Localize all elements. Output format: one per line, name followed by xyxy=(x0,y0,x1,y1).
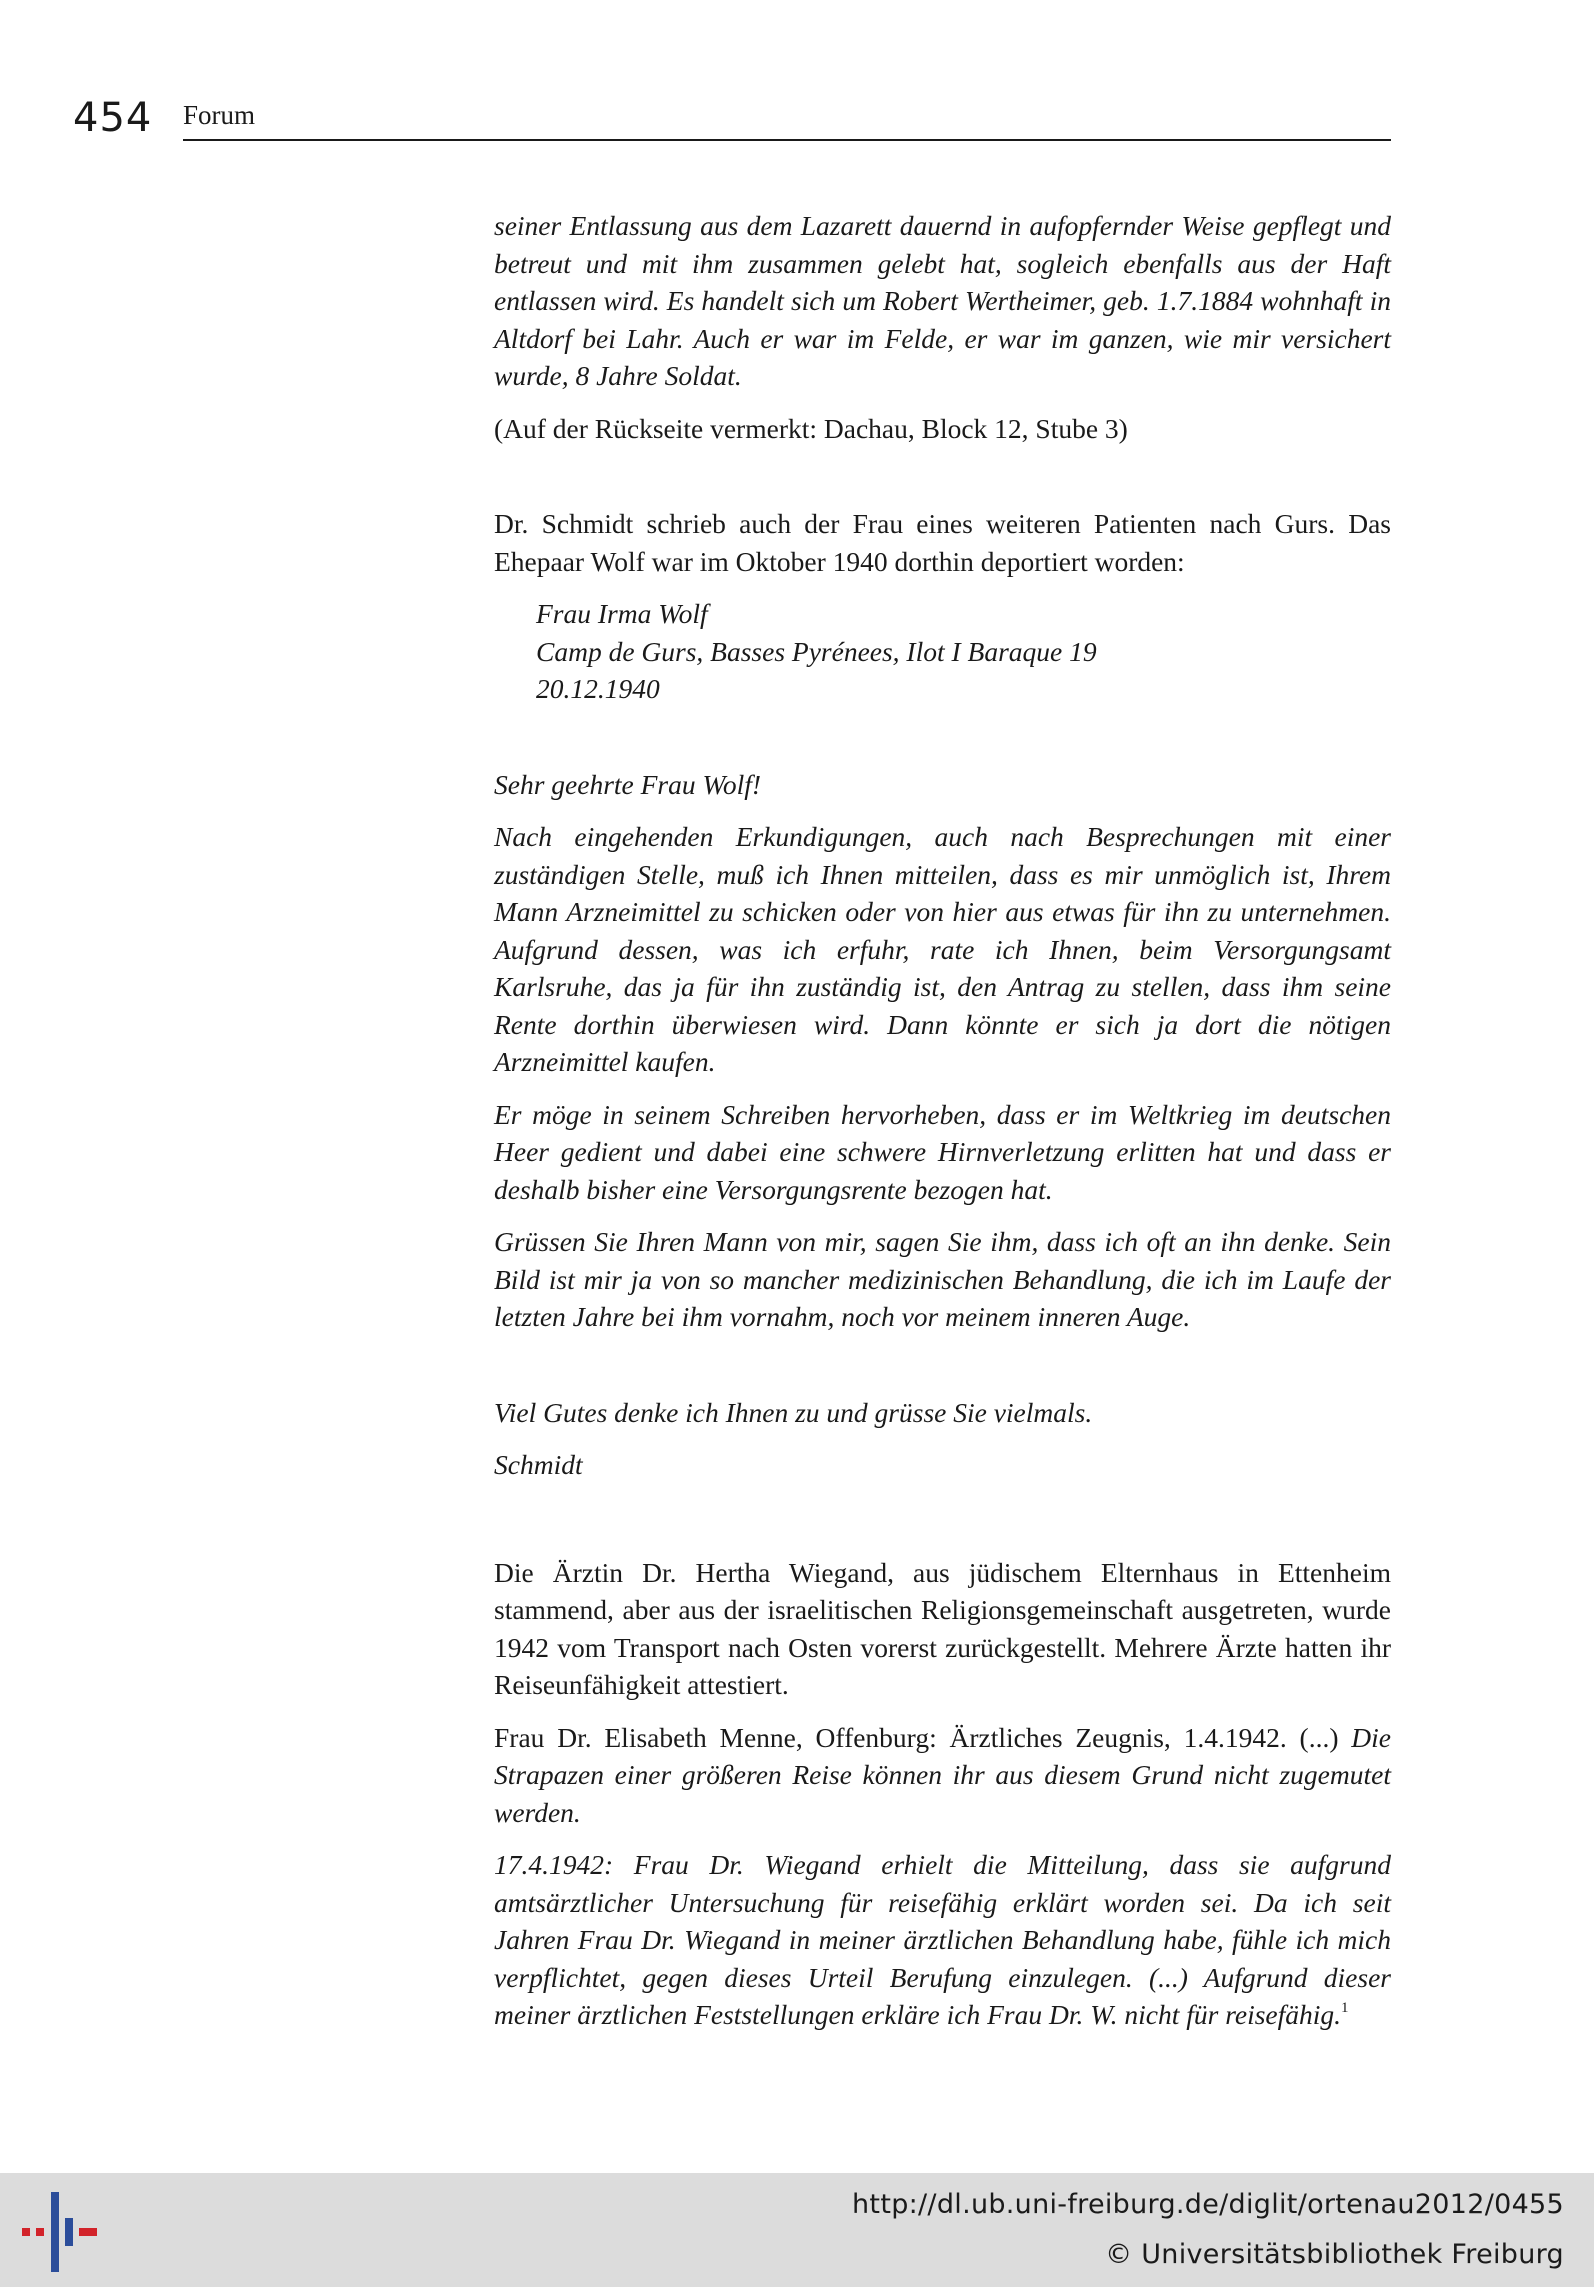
quote-1 xyxy=(494,1719,1391,1832)
quote-1-lead: Frau Dr. Elisabeth Menne, Offenburg: Ärztliches Zeugnis, 1.4.1942. (...) xyxy=(494,1721,1339,1753)
running-head: Forum xyxy=(183,100,256,130)
footer-url[interactable]: http://dl.ub.uni-freiburg.de/diglit/ortenau2012/0455 xyxy=(852,2189,1564,2220)
text-column xyxy=(494,207,1391,2034)
letter2-date: 20.12.1940 xyxy=(536,673,660,704)
letter2-address-block xyxy=(536,595,1391,708)
letter2-body-2: Er möge in seinem Schreiben hervorheben, dass er im Weltkrieg im deutschen Heer gedient und dabei eine schwere Hirnverletzung erlitten hat und dass er deshalb bisher eine Versorgungsrente bezogen hat. xyxy=(494,1098,1391,1205)
letter1-note: (Auf der Rückseite vermerkt: Dachau, Block 12, Stube 3) xyxy=(494,412,1128,444)
page-number: 454 xyxy=(73,95,153,141)
footnote-ref[interactable]: 1 xyxy=(1341,2000,1349,2016)
addressee-name: Frau Irma Wolf xyxy=(536,598,708,629)
letter2-closing: Viel Gutes denke ich Ihnen zu und grüsse Sie vielmals. xyxy=(494,1396,1093,1428)
quote-1-text: Die Strapazen einer größeren Reise können ihr aus diesem Grund nicht zugemutet werden. xyxy=(494,1721,1392,1828)
header-rule xyxy=(183,139,1391,141)
paragraph-2: Die Ärztin Dr. Hertha Wiegand, aus jüdischem Elternhaus in Ettenheim stammend, aber aus der israelitischen Religionsgemeinschaft ausgetreten, wurde 1942 vom Transport nach Osten vorerst zurückgestellt. Mehrere Ärzte hatten ihr Reiseunfähigkeit attestiert. xyxy=(494,1556,1391,1700)
letter2-signature: Schmidt xyxy=(494,1449,583,1480)
letter2-body-1: Nach eingehenden Erkundigungen, auch nach Besprechungen mit einer zuständigen Stelle, muß ich Ihnen mitteilen, dass es mir unmöglich ist, Ihrem Mann Arzneimittel zu schicken oder von hier aus etwas für ihn zu unternehmen. Aufgrund dessen, was ich erfuhr, rate ich Ihnen, beim Versorgungsamt Karlsruhe, das ja für ihn zuständig ist, den Antrag zu stellen, dass ihm seine Rente dorthin überwiesen wird. Dann könnte er sich ja dort die nötigen Arzneimittel kaufen. xyxy=(494,821,1391,1077)
paragraph-1: Dr. Schmidt schrieb auch der Frau eines weiteren Patienten nach Gurs. Das Ehepaar Wolf war im Oktober 1940 dorthin deportiert worden: xyxy=(494,508,1391,577)
footer-copyright: © Universitätsbibliothek Freiburg xyxy=(1105,2239,1564,2270)
ub-freiburg-logo-icon[interactable] xyxy=(20,2188,100,2274)
footer-band xyxy=(0,2173,1594,2287)
addressee-address: Camp de Gurs, Basses Pyrénees, Ilot I Baraque 19 xyxy=(536,635,1097,667)
letter2-body-3: Grüssen Sie Ihren Mann von mir, sagen Sie ihm, dass ich oft an ihn denke. Sein Bild ist mir ja von so mancher medizinischen Behandlung, die ich im Laufe der letzten Jahre bei ihm vornahm, noch vor meinem inneren Auge. xyxy=(494,1226,1391,1332)
quote-2-text: 17.4.1942: Frau Dr. Wiegand erhielt die Mitteilung, dass sie aufgrund amtsärztlicher Untersuchung für reisefähig erklärt worden sei. Da ich seit Jahren Frau Dr. Wiegand in meiner ärztlichen Behandlung habe, fühle ich mich verpflichtet, gegen dieses Urteil Berufung einzulegen. (...) Aufgrund dieser meiner ärztlichen Feststellungen erkläre ich Frau Dr. W. nicht für reisefähig. xyxy=(494,1849,1391,2030)
letter1-continuation: seiner Entlassung aus dem Lazarett dauernd in aufopfernder Weise gepflegt und betreut und mit ihm zusammen gelebt hat, sogleich ebenfalls aus der Haft entlassen wird. Es handelt sich um Robert Wertheimer, geb. 1.7.1884 wohnhaft in Altdorf bei Lahr. Auch er war im Felde, er war im ganzen, wie mir versichert wurde, 8 Jahre Soldat. xyxy=(494,210,1391,391)
quote-2 xyxy=(494,1846,1391,2034)
letter2-salutation: Sehr geehrte Frau Wolf! xyxy=(494,768,762,800)
